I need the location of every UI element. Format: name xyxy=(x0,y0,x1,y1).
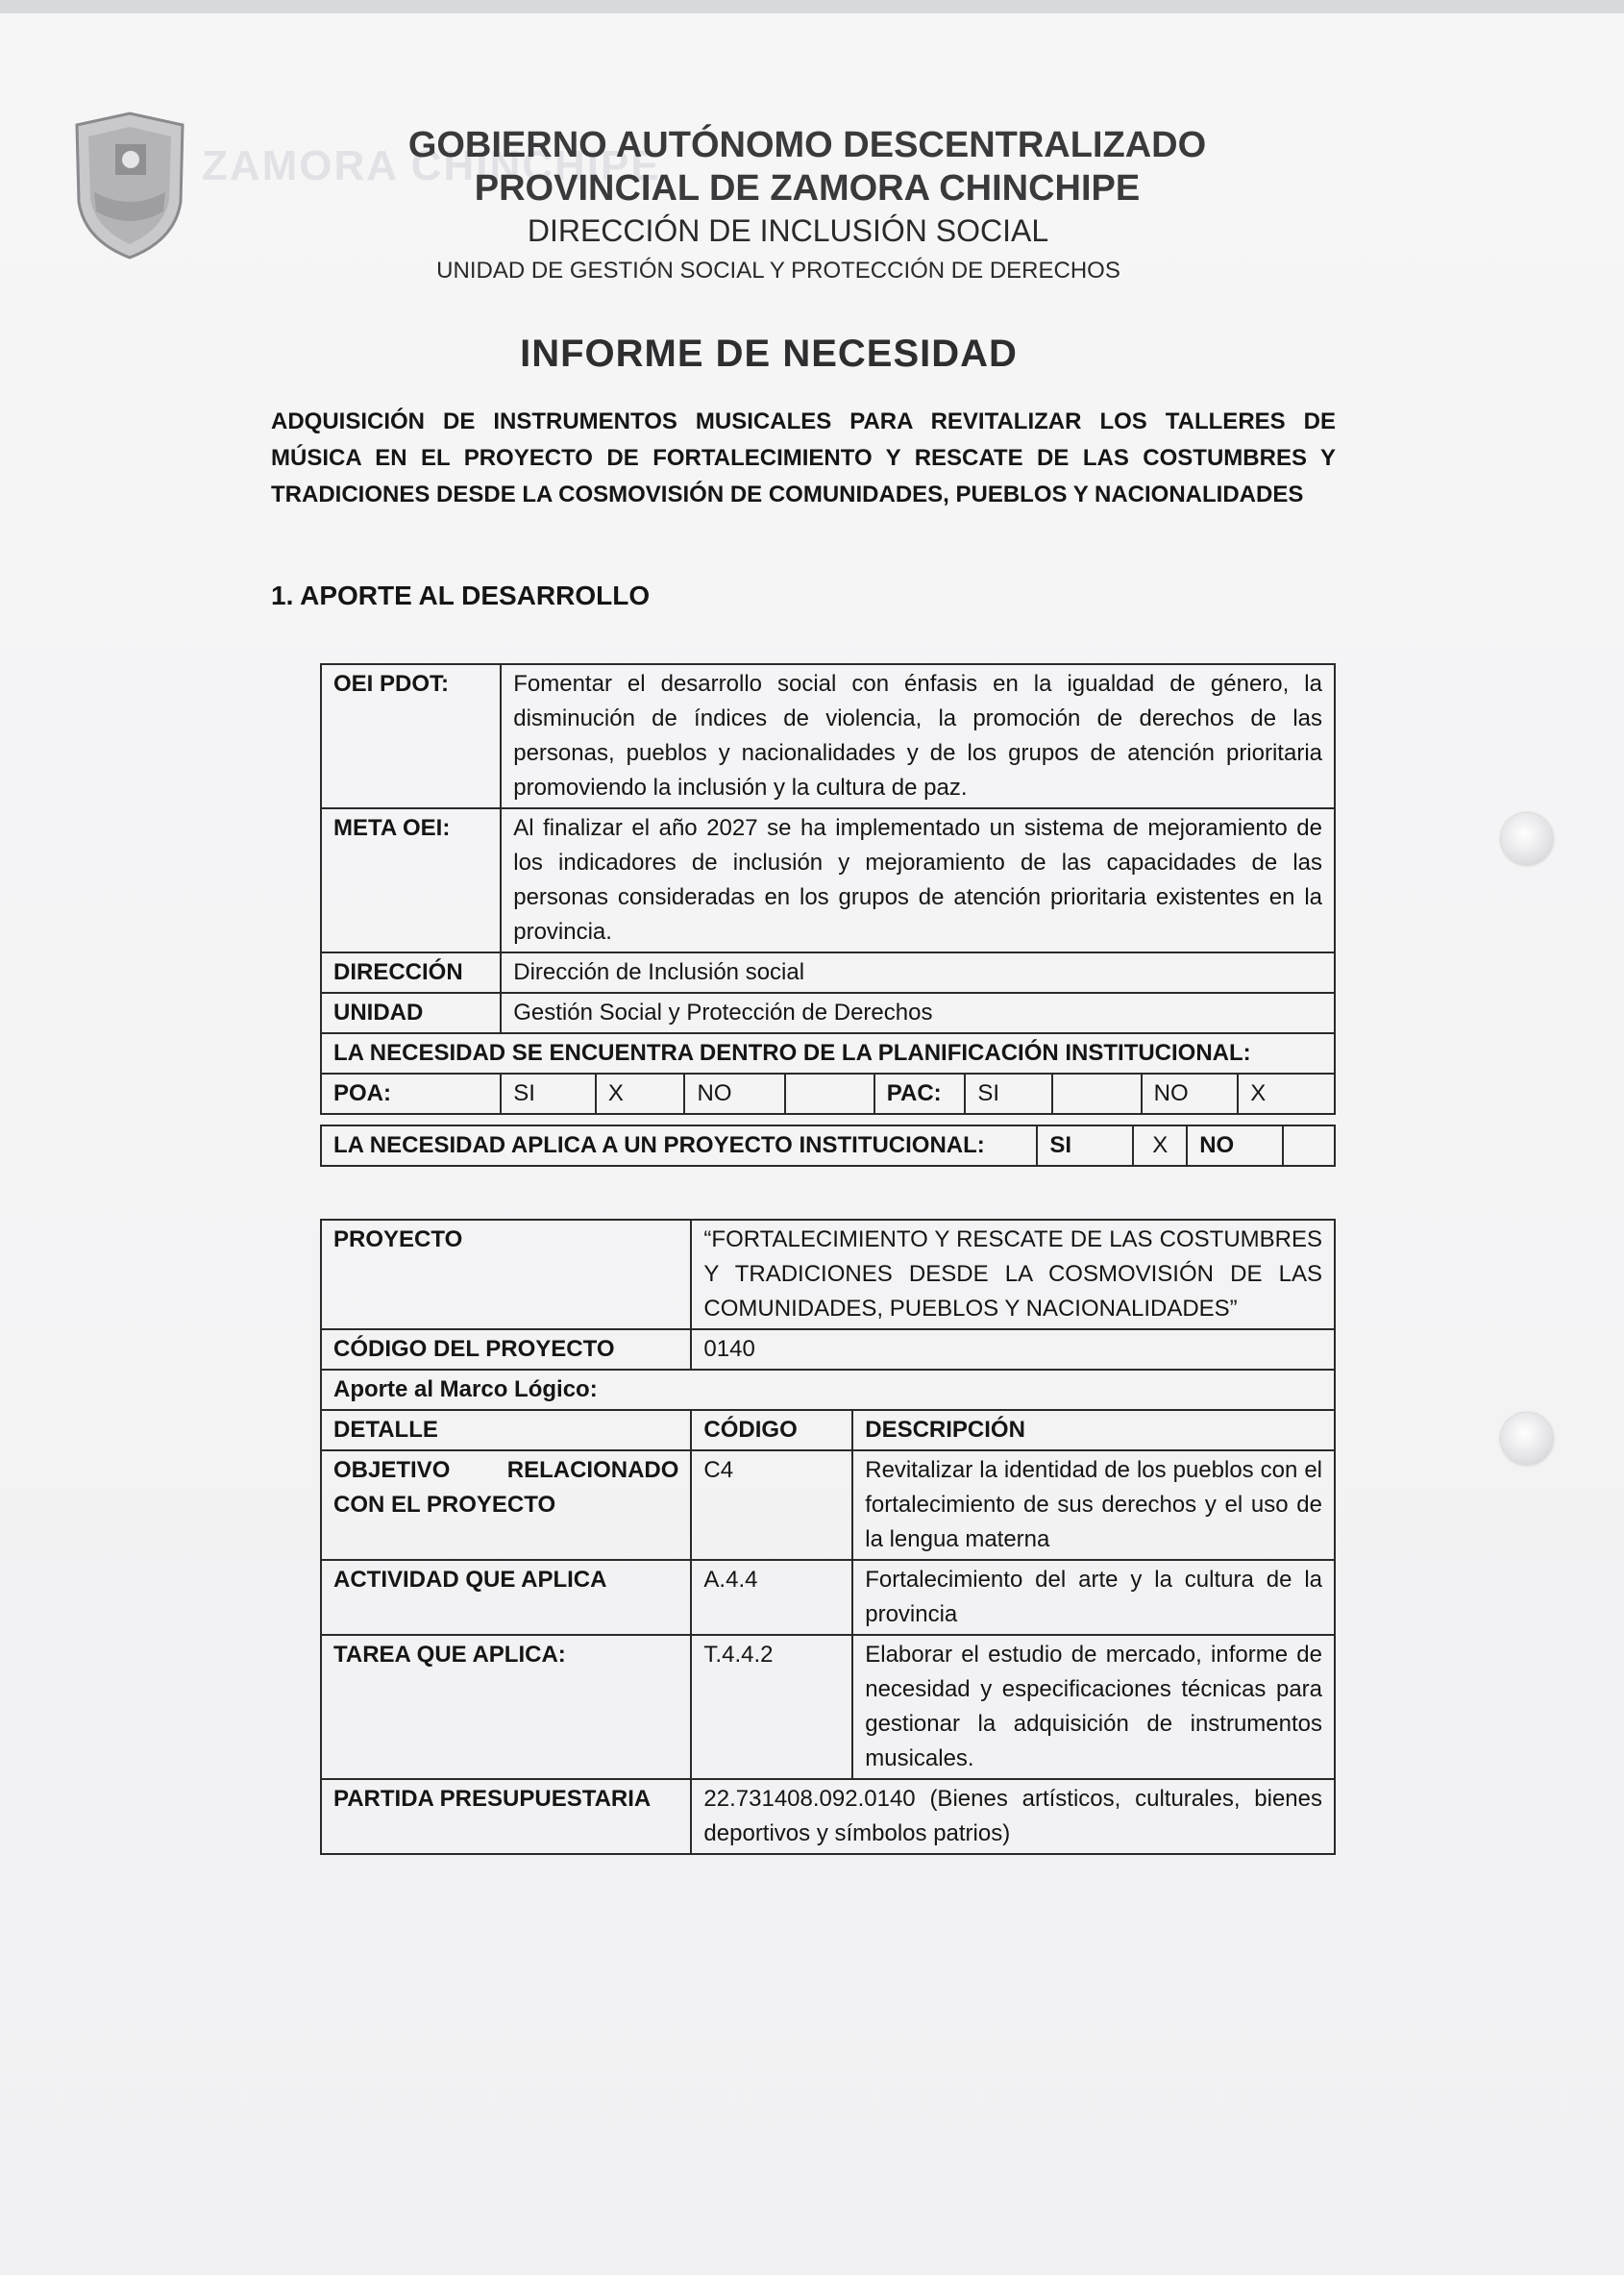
document-title: INFORME DE NECESIDAD xyxy=(520,333,1018,375)
institutional-si-mark: X xyxy=(1133,1125,1187,1166)
poa-si-mark: X xyxy=(596,1074,685,1114)
direccion-label: DIRECCIÓN xyxy=(321,952,501,993)
section-heading-1: 1. APORTE AL DESARROLLO xyxy=(271,581,651,610)
row-detalle: ACTIVIDAD QUE APLICA xyxy=(321,1560,691,1635)
oei-value: Fomentar el desarrollo social con énfasis en la igualdad de género, la disminución de índices de violencia, la promoción de derechos de las personas, pueblos y nacionalidades y de los grupos de atención prioritaria promoviendo la inclusión y la cultura de paz. xyxy=(501,664,1335,808)
pac-no-mark: X xyxy=(1238,1074,1335,1114)
project-table xyxy=(320,1219,1336,1855)
institutional-no-label: NO xyxy=(1187,1125,1283,1166)
institutional-no-mark xyxy=(1283,1125,1335,1166)
table-row xyxy=(321,1560,1335,1635)
partida-value: 22.731408.092.0140 (Bienes artísticos, culturales, bienes deportivos y símbolos patrios) xyxy=(691,1779,1335,1854)
col-codigo: CÓDIGO xyxy=(691,1410,852,1450)
codigo-value: 0140 xyxy=(691,1329,1335,1370)
pac-label: PAC: xyxy=(874,1074,966,1114)
poa-no-label: NO xyxy=(684,1074,785,1114)
poa-no-mark xyxy=(785,1074,874,1114)
logo-watermark: ZAMORA CHINCHIPE xyxy=(202,142,661,189)
row-codigo: T.4.4.2 xyxy=(691,1635,852,1779)
pac-si-label: SI xyxy=(965,1074,1052,1114)
punch-hole-upper xyxy=(1501,813,1553,865)
row-codigo: A.4.4 xyxy=(691,1560,852,1635)
row-codigo: C4 xyxy=(691,1450,852,1560)
row-detalle: TAREA QUE APLICA: xyxy=(321,1635,691,1779)
table-row xyxy=(321,1635,1335,1779)
row-descripcion: Elaborar el estudio de mercado, informe de necesidad y especificaciones técnicas para gestionar la adquisición de instrumentos musicales. xyxy=(852,1635,1335,1779)
header-line-2: PROVINCIAL DE ZAMORA CHINCHIPE xyxy=(474,168,1141,209)
scan-edge xyxy=(0,0,1624,13)
partida-label: PARTIDA PRESUPUESTARIA xyxy=(321,1779,691,1854)
planificacion-question: LA NECESIDAD SE ENCUENTRA DENTRO DE LA PLANIFICACIÓN INSTITUCIONAL: xyxy=(321,1033,1335,1074)
unidad-label: UNIDAD xyxy=(321,993,501,1033)
punch-hole-lower xyxy=(1501,1413,1553,1465)
pac-no-label: NO xyxy=(1142,1074,1239,1114)
col-descripcion: DESCRIPCIÓN xyxy=(852,1410,1335,1450)
table-row xyxy=(321,1450,1335,1560)
codigo-row xyxy=(321,1329,1335,1370)
development-contribution-table xyxy=(320,663,1336,1115)
row-descripcion: Revitalizar la identidad de los pueblos con el fortalecimiento de sus derechos y el uso de la lengua materna xyxy=(852,1450,1335,1560)
meta-label: META OEI: xyxy=(321,808,501,952)
unidad-value: Gestión Social y Protección de Derechos xyxy=(501,993,1335,1033)
partida-row xyxy=(321,1779,1335,1854)
direccion-row xyxy=(321,952,1335,993)
document-subject: ADQUISICIÓN DE INSTRUMENTOS MUSICALES PARA REVITALIZAR LOS TALLERES DE MÚSICA EN EL PROYECTO DE FORTALECIMIENTO Y RESCATE DE LAS COSTUMBRES Y TRADICIONES DESDE LA COSMOVISIÓN DE COMUNIDADES, PUEBLOS Y NACIONALIDADES xyxy=(271,408,1336,507)
poa-label: POA: xyxy=(321,1074,501,1114)
proyecto-value: “FORTALECIMIENTO Y RESCATE DE LAS COSTUMBRES Y TRADICIONES DESDE LA COSMOVISIÓN DE LAS COMUNIDADES, PUEBLOS Y NACIONALIDADES” xyxy=(691,1220,1335,1329)
col-detalle: DETALLE xyxy=(321,1410,691,1450)
codigo-label: CÓDIGO DEL PROYECTO xyxy=(321,1329,691,1370)
header-line-3: DIRECCIÓN DE INCLUSIÓN SOCIAL xyxy=(527,213,1049,248)
column-header-row xyxy=(321,1410,1335,1450)
planificacion-row xyxy=(321,1033,1335,1074)
header-line-4: UNIDAD DE GESTIÓN SOCIAL Y PROTECCIÓN DE DERECHOS xyxy=(436,258,1120,284)
poa-si-label: SI xyxy=(501,1074,596,1114)
pac-si-mark xyxy=(1052,1074,1142,1114)
direccion-value: Dirección de Inclusión social xyxy=(501,952,1335,993)
unidad-row xyxy=(321,993,1335,1033)
aporte-row xyxy=(321,1370,1335,1410)
meta-row xyxy=(321,808,1335,952)
proyecto-label: PROYECTO xyxy=(321,1220,691,1329)
poa-pac-row xyxy=(321,1074,1335,1114)
oei-label: OEI PDOT: xyxy=(321,664,501,808)
institutional-project-row xyxy=(321,1125,1335,1166)
row-detalle: OBJETIVO RELACIONADO CON EL PROYECTO xyxy=(321,1450,691,1560)
row-descripcion: Fortalecimiento del arte y la cultura de la provincia xyxy=(852,1560,1335,1635)
institutional-si-label: SI xyxy=(1037,1125,1133,1166)
header-line-1: GOBIERNO AUTÓNOMO DESCENTRALIZADO xyxy=(407,125,1207,165)
institutional-project-table xyxy=(320,1125,1336,1167)
meta-value: Al finalizar el año 2027 se ha implementado un sistema de mejoramiento de los indicadores de inclusión y mejoramiento de las capacidades de las personas consideradas en los grupos de atención prioritaria existentes en la provincia. xyxy=(501,808,1335,952)
proyecto-row xyxy=(321,1220,1335,1329)
oei-row xyxy=(321,664,1335,808)
institutional-project-question: LA NECESIDAD APLICA A UN PROYECTO INSTITUCIONAL: xyxy=(321,1125,1037,1166)
aporte-heading: Aporte al Marco Lógico: xyxy=(321,1370,1335,1410)
